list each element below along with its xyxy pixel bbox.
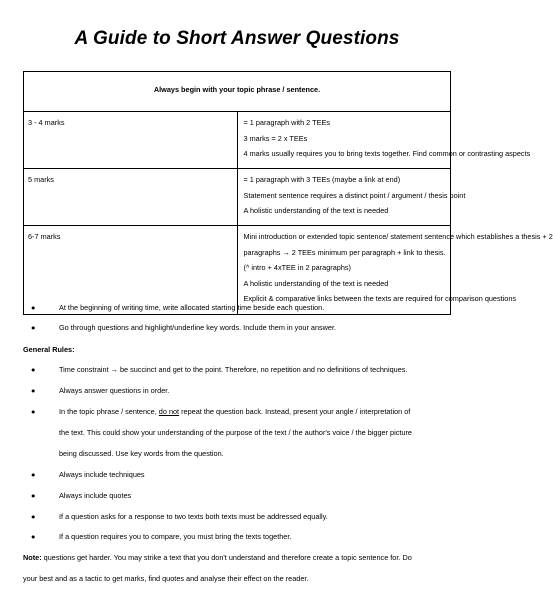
list-item-text: Go through questions and highlight/underline key words. Include them in your answer. xyxy=(59,323,337,332)
description-line: A holistic understanding of the text is needed xyxy=(243,278,389,288)
table-header-row xyxy=(24,72,451,112)
bullet-icon: ● xyxy=(31,365,36,374)
list-item xyxy=(31,407,451,416)
list-item xyxy=(31,323,451,332)
list-item-text: If a question requires you to compare, you must bring the texts together. xyxy=(59,532,292,541)
list-item-text: In the topic phrase / sentence, xyxy=(59,407,159,416)
table-header: Always begin with your topic phrase / sentence. xyxy=(24,72,451,112)
bullet-icon: ● xyxy=(31,303,36,312)
description-line: paragraphs → 2 TEEs minimum per paragraph + link to thesis. xyxy=(243,247,446,257)
bullet-icon: ● xyxy=(31,470,36,479)
list-item xyxy=(31,303,451,312)
marks-label: 3 - 4 marks xyxy=(24,112,238,169)
description-line: 4 marks usually requires you to bring texts together. Find common or contrasting aspects xyxy=(243,149,531,159)
bullet-icon: ● xyxy=(31,532,36,541)
page-title: A Guide to Short Answer Questions xyxy=(74,28,400,49)
list-item-text: Time constraint → be succinct and get to the point. Therefore, no repetition and no definitions of techniques. xyxy=(59,365,408,374)
bullet-icon: ● xyxy=(31,512,36,521)
bullet-icon: ● xyxy=(31,407,36,416)
marks-description xyxy=(237,169,466,226)
table-row xyxy=(24,169,451,226)
list-item-text: Always include techniques xyxy=(59,470,145,479)
marks-label: 5 marks xyxy=(24,169,238,226)
description-line: = 1 paragraph with 3 TEEs (maybe a link at end) xyxy=(243,175,401,184)
list-item-text: At the beginning of writing time, write allocated starting time beside each question. xyxy=(59,303,325,312)
list-item-continuation: the text. This could show your understanding of the purpose of the text / the author's voice / the bigger picture xyxy=(59,428,412,437)
note-paragraph xyxy=(23,553,453,562)
list-item xyxy=(31,491,451,500)
marks-table xyxy=(23,71,553,315)
list-item-text: If a question asks for a response to two texts both texts must be addressed equally. xyxy=(59,512,328,521)
bullet-icon: ● xyxy=(31,323,36,332)
list-item xyxy=(31,365,451,374)
bullet-icon: ● xyxy=(31,386,36,395)
bullet-icon: ● xyxy=(31,491,36,500)
description-line: Explicit & comparative links between the texts are required for comparison questions xyxy=(243,294,517,304)
emphasis-text: do not xyxy=(158,407,180,416)
list-item-continuation: being discussed. Use key words from the question. xyxy=(59,449,224,458)
marks-label: 6-7 marks xyxy=(24,226,238,315)
table-row xyxy=(24,112,451,169)
description-line: A holistic understanding of the text is needed xyxy=(243,206,389,216)
list-item xyxy=(31,532,451,541)
description-line: = 1 paragraph with 2 TEEs xyxy=(243,118,330,127)
note-paragraph-continuation: your best and as a tactic to get marks, find quotes and analyse their effect on the reader. xyxy=(23,574,309,583)
list-item-text: Always include quotes xyxy=(59,491,132,500)
description-line: Mini introduction or extended topic sentence/ statement sentence which establishes a thesis + 2 xyxy=(243,232,553,241)
description-line: 3 marks = 2 x TEEs xyxy=(243,133,308,143)
list-item-text: repeat the question back. Instead, present your angle / interpretation of xyxy=(179,407,411,416)
note-label: Note: xyxy=(23,553,42,562)
list-item xyxy=(31,386,451,395)
description-line: Statement sentence requires a distinct point / argument / thesis point xyxy=(243,190,466,200)
marks-description xyxy=(237,226,553,315)
marks-description xyxy=(237,112,531,169)
description-line: (^ intro + 4xTEE in 2 paragraphs) xyxy=(243,263,351,273)
general-rules-heading: General Rules: xyxy=(23,345,75,354)
table-row xyxy=(24,226,451,315)
list-item xyxy=(31,512,451,521)
list-item-text: Always answer questions in order. xyxy=(59,386,170,395)
note-text: questions get harder. You may strike a text that you don't understand and therefore create a topic sentence for. Do xyxy=(41,553,412,562)
list-item xyxy=(31,470,451,479)
